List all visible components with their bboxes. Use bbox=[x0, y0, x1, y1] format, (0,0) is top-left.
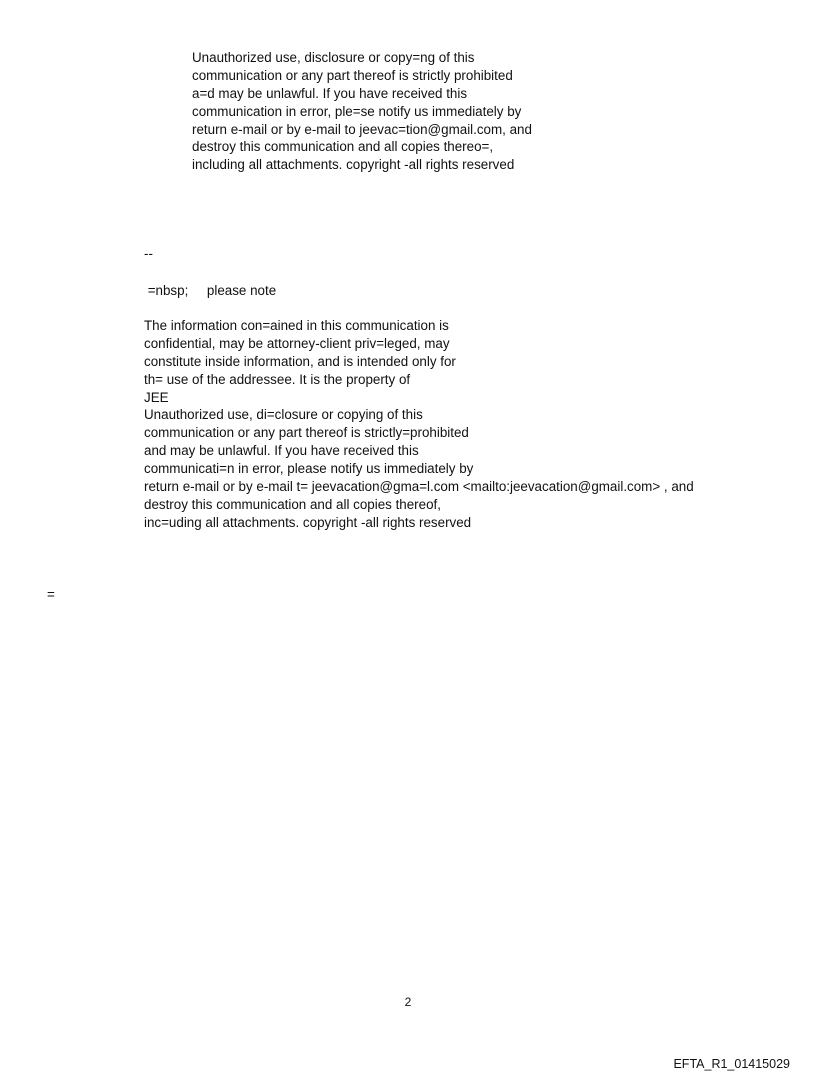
page-number: 2 bbox=[404, 995, 412, 1009]
disclaimer-block-bottom bbox=[144, 317, 694, 532]
text-line: including all attachments. copyright -all rights reserved bbox=[192, 157, 515, 173]
text-line: The information con=ained in this communication is bbox=[144, 318, 449, 333]
text-line: inc=uding all attachments. copyright -all rights reserved bbox=[144, 514, 472, 530]
document-id: EFTA_R1_01415029 bbox=[673, 1057, 790, 1071]
text-line: a=d may be unlawful. If you have received this bbox=[192, 85, 468, 101]
text-line: communicati=n in error, please notify us immediately by bbox=[144, 461, 474, 477]
text-line: destroy this communication and all copies thereof, bbox=[144, 496, 441, 512]
text-line: constitute inside information, and is intended only for bbox=[144, 353, 456, 369]
trailing-equals: = bbox=[47, 587, 55, 602]
text-line: communication or any part thereof is strictly=prohibited bbox=[144, 425, 469, 441]
text-line: th= use of the addressee. It is the property of bbox=[144, 371, 411, 387]
text-line: confidential, may be attorney-client priv=leged, may bbox=[144, 335, 450, 351]
text-line: return e-mail or by e-mail t= jeevacation@gma=l.com <mailto:jeevacation@gmail.com> , and bbox=[144, 479, 694, 495]
text-line: Unauthorized use, di=closure or copying of this bbox=[144, 407, 423, 423]
signature-separator: -- bbox=[144, 246, 153, 261]
disclaimer-block-top bbox=[192, 49, 532, 174]
text-line: return e-mail or by e-mail to jeevac=tion@gmail.com, and bbox=[192, 121, 532, 137]
text-line: Unauthorized use, disclosure or copy=ng of this bbox=[192, 50, 475, 65]
text-line: JEE bbox=[144, 389, 169, 405]
text-line: communication in error, ple=se notify us immediately by bbox=[192, 103, 522, 119]
text-line: communication or any part thereof is strictly prohibited bbox=[192, 67, 513, 83]
please-note-line: =nbsp; please note bbox=[144, 283, 277, 298]
text-line: and may be unlawful. If you have received this bbox=[144, 443, 419, 459]
text-line: destroy this communication and all copies thereo=, bbox=[192, 139, 494, 155]
